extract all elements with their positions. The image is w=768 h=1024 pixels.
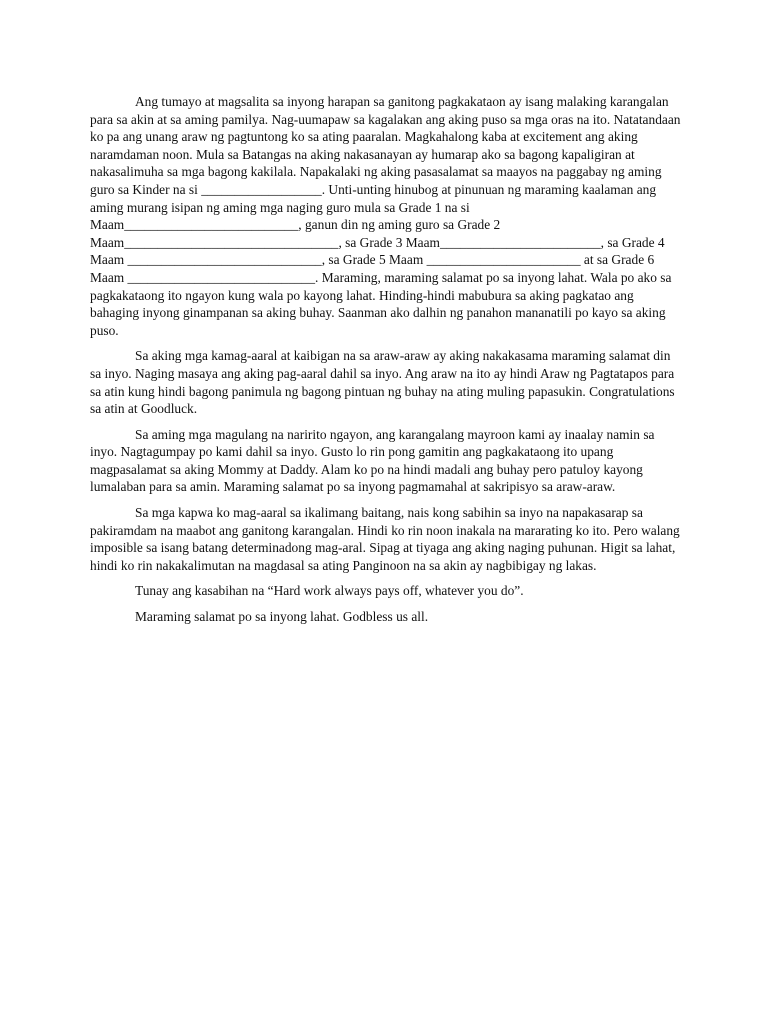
paragraph-opening: Ang tumayo at magsalita sa inyong harapan sa ganitong pagkakataon ay isang malaking karangalan para sa akin at sa aming pamilya. Nag-uumapaw sa kagalakan ang aking puso sa mga oras na ito. Natatandaan ko pa ang unang araw ng pagtuntong ko sa ating paaralan. Magkahalong kaba at excitement ang aking naramdaman noon. Mula sa Batangas na aking nakasanayan ay humarap ako sa bagong kapaligiran at nakasalimuha sa mga bagong kakilala. Napakalaki ng aking pasasalamat sa maayos na paggabay ng aming guro sa Kinder na si __________________. Unti-unting hinubog at pinunuan ng maraming kaalaman ang aming murang isipan ng aming mga naging guro mula sa Grade 1 na si Maam__________________________, ganun din ng aming guro sa Grade 2 Maam________________________________, sa Grade 3 Maam________________________, sa Grade 4 Maam _____________________________, sa Grade 5 Maam _______________________ at sa Grade 6 Maam ____________________________. Maraming, maraming salamat po sa inyong lahat. Wala po ako sa pagkakataong ito ngayon kung wala po kayong lahat. Hinding-hindi mabubura sa aking pagkatao ang bahaging inyong ginampanan sa aking buhay. Saanman ako dalhin ng panahon mananatili po kayo sa aking puso.	[90, 94, 681, 338]
paragraph-fellow-students: Sa mga kapwa ko mag-aaral sa ikalimang baitang, nais kong sabihin sa inyo na napakasarap sa pakiramdam na maabot ang ganitong karangalan. Hindi ko rin noon inakala na mararating ko ito. Pero walang imposible sa isang batang determinadong mag-aral. Sipag at tiyaga ang aking naging puhunan. Higit sa lahat, hindi ko rin nakakalimutan na magdasal sa ating Panginoon na sa akin ay nagbibigay ng lakas.	[90, 505, 680, 573]
paragraph-parents: Sa aming mga magulang na naririto ngayon, ang karangalang mayroon kami ay inaalay namin sa inyo. Nagtagumpay po kami dahil sa inyo. Gusto lo rin pong gamitin ang pagkakataong ito upang magpasalamat sa aking Mommy at Daddy. Alam ko po na hindi madali ang buhay pero patuloy kayong lumalaban para sa amin. Maraming salamat po sa inyong pagmamahal at sakripisyo sa araw-araw.	[90, 426, 655, 495]
paragraph-classmates: Sa aking mga kamag-aaral at kaibigan na sa araw-araw ay aking nakakasama maraming salamat din sa inyo. Naging masaya ang aking pag-aaral dahil sa inyo. Ang araw na ito ay hindi Araw ng Pagtatapos para sa atin kung hindi bagong panimula ng bagong pintuan ng buhay na ating muling papasukin. Congratulations sa atin at Goodluck.	[90, 348, 675, 417]
paragraph-quote: Tunay ang kasabihan na “Hard work always pays off, whatever you do”.	[135, 583, 524, 599]
document-page	[90, 93, 682, 634]
paragraph-closing: Maraming salamat po sa inyong lahat. Godbless us all.	[135, 609, 429, 625]
